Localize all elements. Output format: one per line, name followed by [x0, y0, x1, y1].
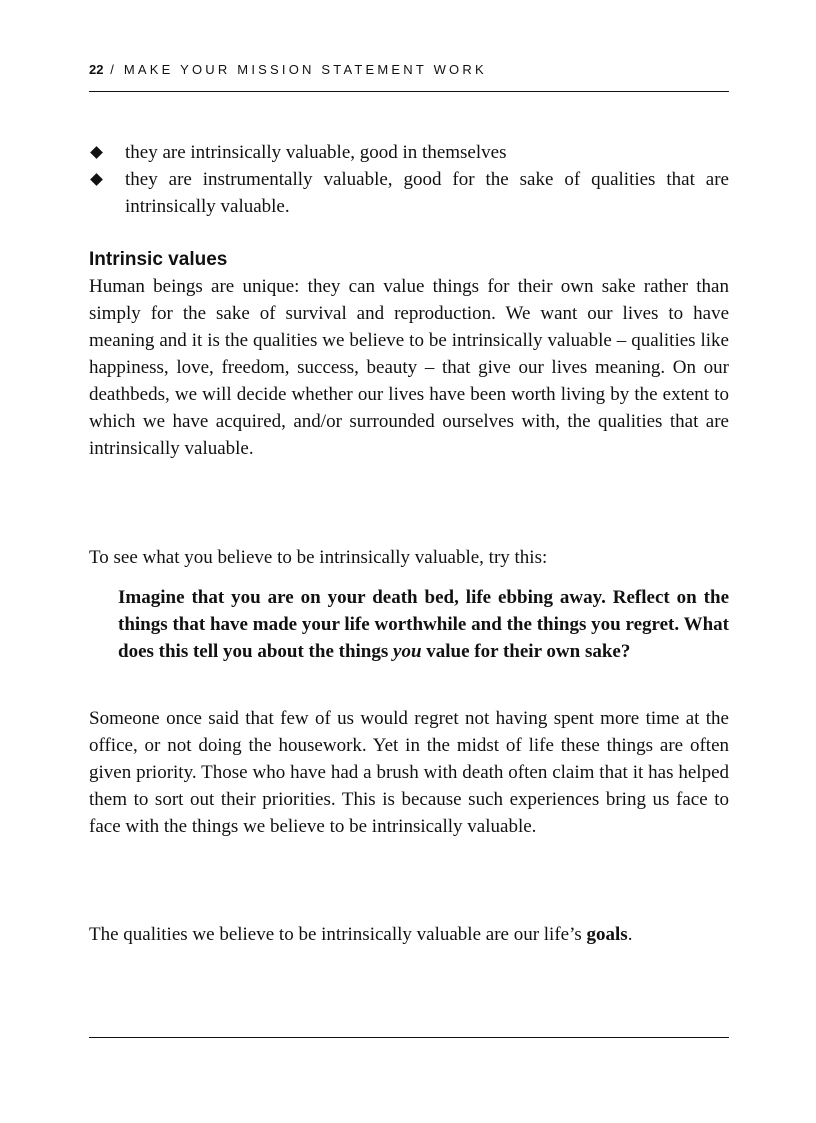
section-heading: Intrinsic values	[89, 249, 228, 270]
exercise-emphasis: you	[393, 641, 422, 662]
exercise-text: Imagine that you are on your death bed, life ebbing away. Reflect on the things that have made your life worthwhile and the things you regret. What does this tell you about the things	[118, 587, 729, 662]
paragraph-priorities: Someone once said that few of us would regret not having spent more time at the office, or not doing the housework. Yet in the midst of life these things are often given priority. Those who have had a brush with death often claim that it has helped them to sort out their priorities. This is because such experiences bring us face to face with the things we believe to be intrinsically valuable.	[89, 708, 729, 837]
diamond-bullet-icon	[90, 173, 103, 186]
running-head-separator: /	[103, 62, 124, 77]
paragraph-exercise-lead: To see what you believe to be intrinsically valuable, try this:	[89, 547, 548, 568]
bullet-text: they are intrinsically valuable, good in themselves	[125, 142, 507, 163]
exercise-box	[118, 584, 729, 665]
page-number: 22	[89, 62, 104, 77]
paragraph-intro: Human beings are unique: they can value things for their own sake rather than simply for the sake of survival and reproduction. We want our lives to have meaning and it is the qualities we believe to be intrinsically valuable – qualities like happiness, love, freedom, success, beauty – that give our lives meaning. On our deathbeds, we will decide whether our lives have been worth living by the extent to which we have acquired, and/or surrounded ourselves with, the qualities that are intrinsically valuable.	[89, 276, 729, 459]
bullet-item	[89, 139, 729, 166]
goals-period: .	[627, 924, 633, 945]
diamond-bullet-icon	[90, 146, 103, 159]
bullet-item	[89, 166, 729, 220]
bullet-text: they are instrumentally valuable, good for the sake of qualities that are intrinsically valuable.	[125, 169, 729, 217]
running-head-title: MAKE YOUR MISSION STATEMENT WORK	[123, 62, 487, 77]
bullet-list	[89, 139, 729, 220]
footer-rule	[89, 1037, 729, 1038]
goals-bold: goals	[586, 924, 628, 945]
exercise-text-end: value for their own sake?	[421, 641, 631, 662]
paragraph-goals	[89, 921, 729, 948]
header-rule	[89, 91, 729, 92]
goals-text: The qualities we believe to be intrinsically valuable are our life’s	[89, 924, 587, 945]
running-head	[89, 62, 729, 77]
